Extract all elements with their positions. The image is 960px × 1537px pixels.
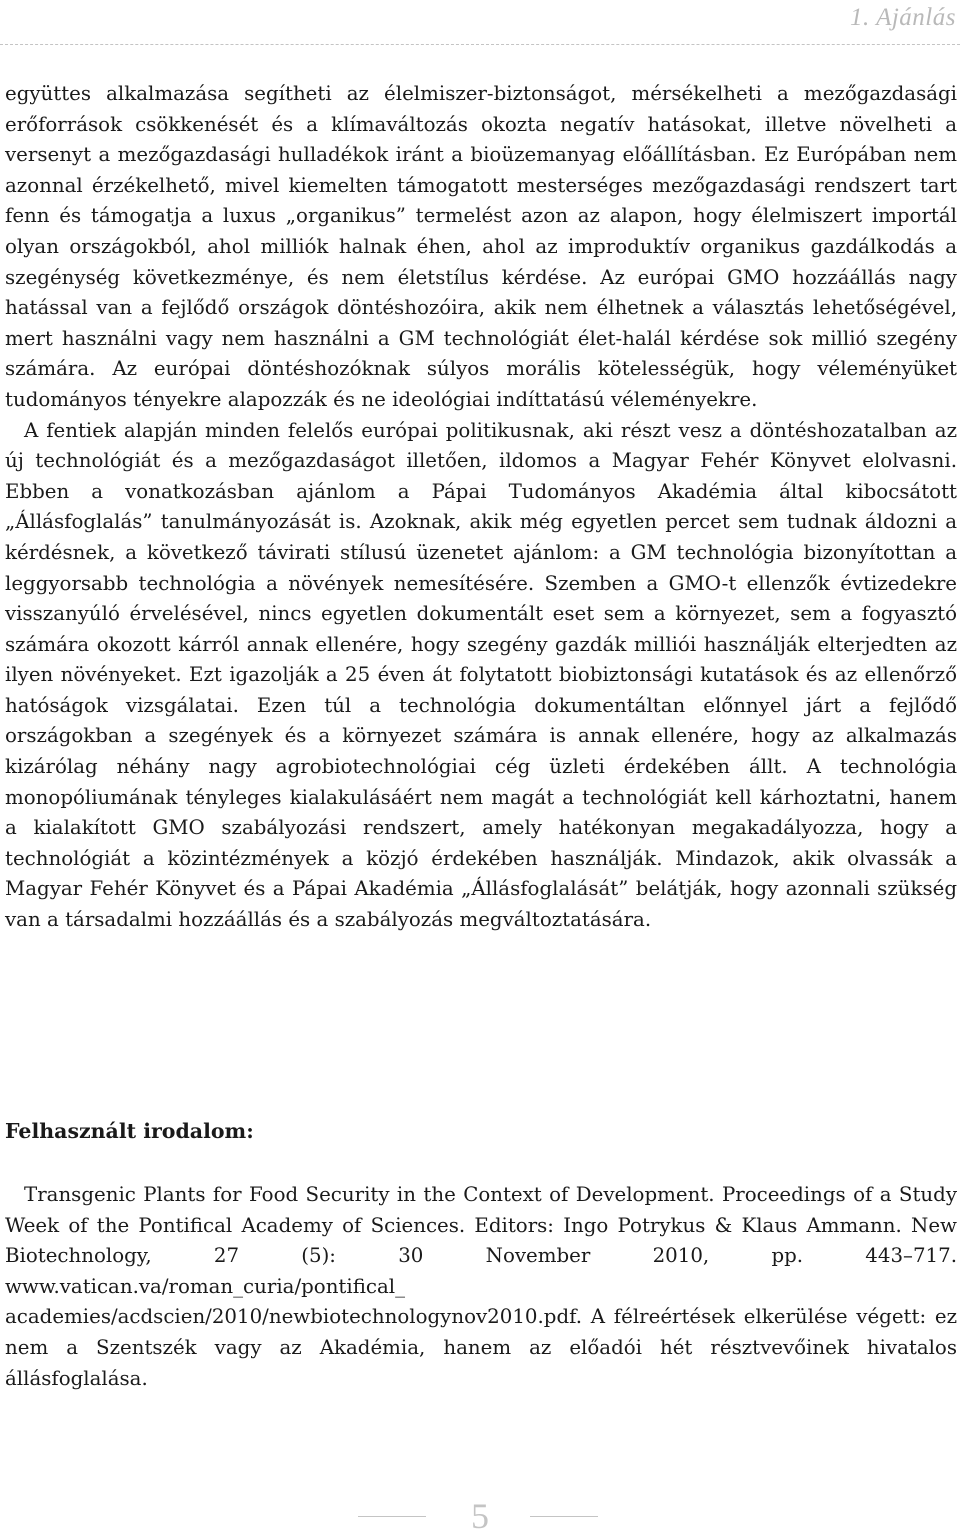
body-paragraph-2: A fentiek alapján minden felelős európai politikusnak, aki részt vesz a döntéshozatalban az új technológiát és a mezőgazdaságot illetően, ildomos a Magyar Fehér Könyvet elolvasni. Ebben a vonatkozásban ajánlom a Pápai Tudományos Akadémia által kibocsátott „Állásfoglalás” tanulmányozását is. Azoknak, akik még egyetlen percet sem tudnak áldozni a kérdésnek, a következő távirati stílusú üzenetet ajánlom: a GM technológia bizonyítottan a leggyorsabb technológia a növények nemesítésére. Szemben a GMO-t ellenzők évtizedekre visszanyúló érvelésével, nincs egyetlen dokumentált eset sem a környezet, sem a fogyasztó számára okozott kárról annak ellenére, hogy szegény gazdák milliói használják elterjedten az ilyen növényeket. Ezt igazolják a 25 éven át folytatott biobiztonsági kutatások és az ellenőrző hatóságok vizsgálatai. Ezen túl a technológia dokumentáltan előnnyel járt a fejlődő országokban a szegények és a környezet számára is annak ellenére, hogy az alkalmazás kizárólag néhány nagy agrobiotechnológiai cég üzleti érdekében állt. A technológia monopóliumának tényleges kialakulásáért nem magát a technológiát kell kárhoztatni, hanem a kialakított GMO szabályozási rendszert, amely hatékonyan megakadályozza, hogy a technológiát a közintézmények a közjó érdekében használják. Mindazok, akik olvassák a Magyar Fehér Könyvet és a Pápai Akadémia „Állásfoglalását” belátják, hogy azonnali szükség van a társadalmi hozzáállás és a szabályozás megváltoztatására.: [5, 418, 957, 932]
footer-rule-right: [530, 1516, 598, 1517]
body-paragraph-1: együttes alkalmazása segítheti az élelmiszer-biztonságot, mérsékelheti a mezőgazdasági erőforrások csökkenését és a klímaváltozás okozta negatív hatásokat, illetve növelheti a versenyt a mezőgazdasági hulladékok iránt a bioüzemanyag előállításban. Ez Európában nem azonnal érzékelhető, mivel kiemelten támogatott mesterséges mezőgazdasági rendszert tart fenn és támogatja a luxus „organikus” termelést azon az alapon, hogy élelmiszert importál olyan országokból, ahol milliók halnak éhen, ahol az improduktív organikus gazdálkodás a szegénység következménye, és nem életstílus kérdése. Az európai GMO hozzáállás nagy hatással van a fejlődő országok döntéshozóira, akik nem élhetnek a választás lehetőségével, mert használni vagy nem használni a GM technológiát élet-halál kérdése sok millió szegény számára. Az európai döntéshozóknak súlyos morális kötelességük, hogy véleményüket tudományos tényekre alapozzák és ne ideológiai indíttatású véleményekre.: [5, 82, 957, 411]
references-heading: Felhasznált irodalom:: [5, 1119, 254, 1143]
page-header: [0, 0, 960, 46]
page-footer: [0, 1495, 960, 1536]
header-divider: [0, 44, 960, 45]
page-number: 5: [471, 1496, 489, 1536]
running-head: 1. Ajánlás: [850, 4, 956, 31]
body-text: [5, 79, 957, 936]
reference-entry: Transgenic Plants for Food Security in the Context of Development. Proceedings of a Study Week of the Pontifical Academy of Sciences. Editors: Ingo Potrykus & Klaus Ammann. New Biotechnology, 27 (5): 30 November 2010, pp. 443–717. www.vatican.va/roman_curia/pontifical_ academies/acdscien/2010/newbiotechnologynov2010.pdf. A félreértések elkerülése végett: ez nem a Szentszék vagy az Akadémia, hanem az előadói hét résztvevőinek hivatalos állásfoglalása.: [5, 1183, 957, 1390]
footer-rule-left: [358, 1516, 426, 1517]
